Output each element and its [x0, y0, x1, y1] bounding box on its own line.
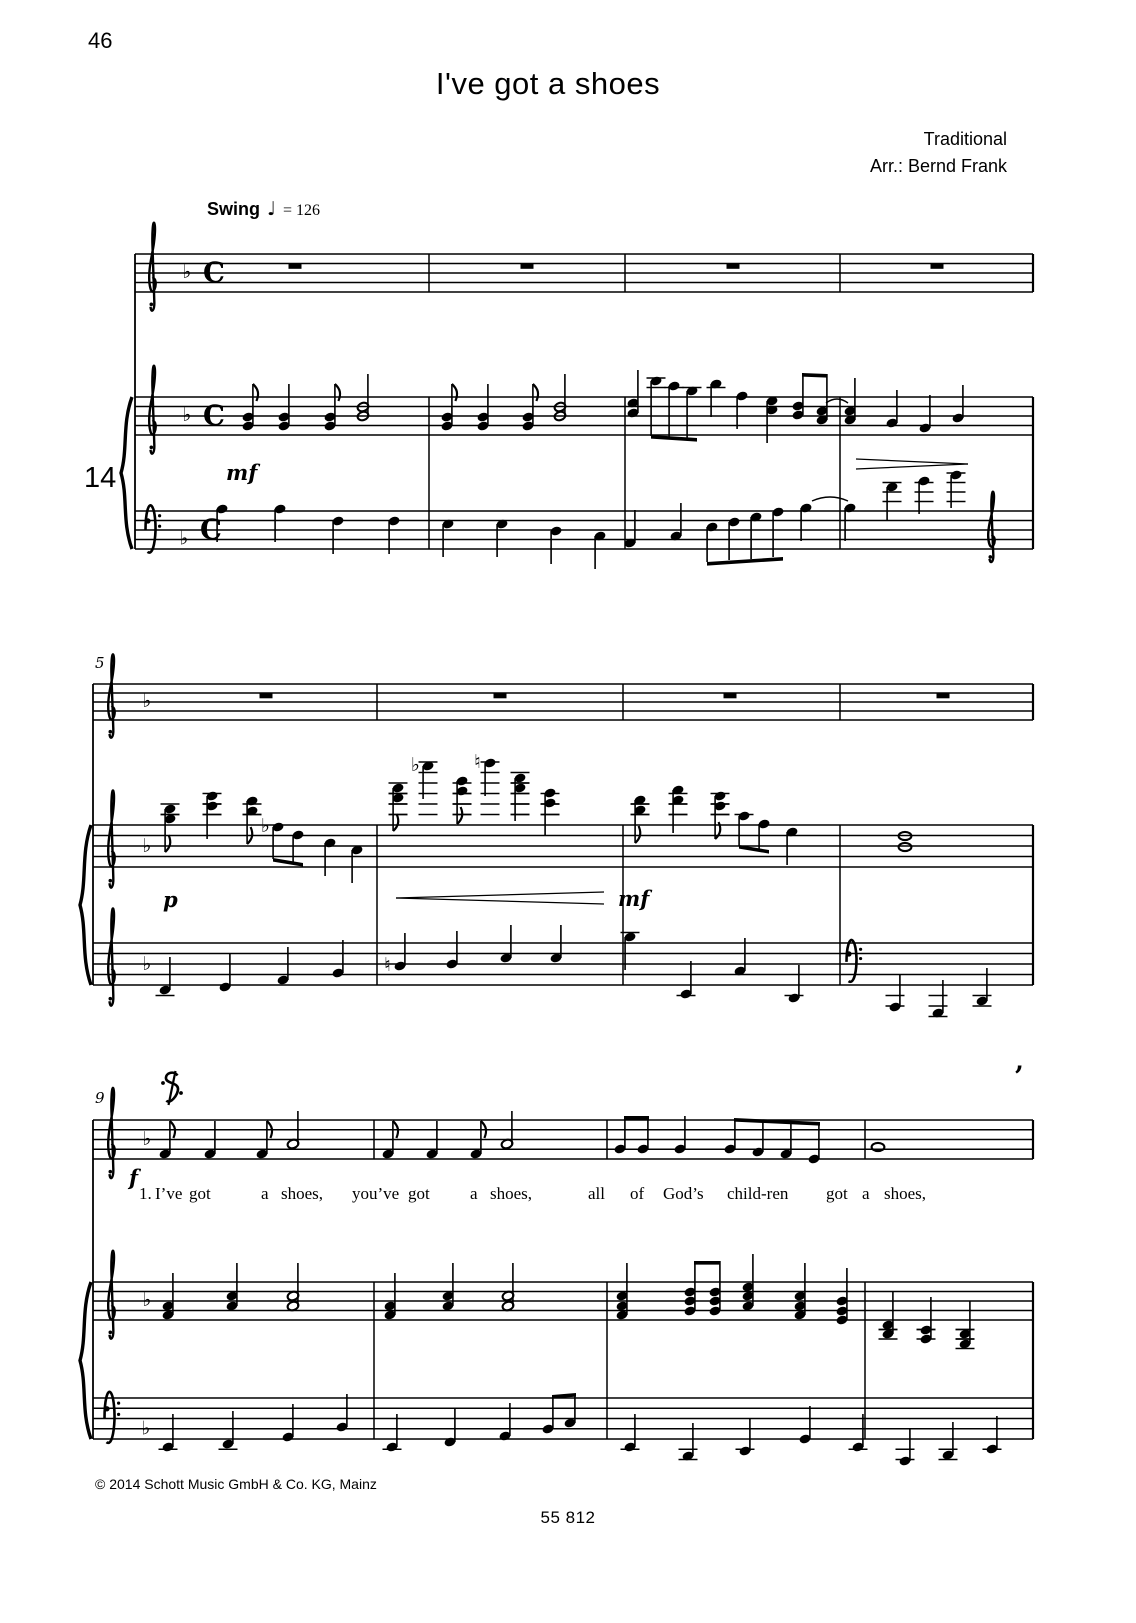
brace-icon	[80, 825, 91, 985]
treble-clef-icon	[108, 1088, 114, 1178]
whole-rest-icon	[724, 694, 737, 699]
vocal-staff-2	[93, 654, 1033, 737]
flat-icon: ♭	[179, 527, 189, 550]
lyric-syllable: you’ve	[352, 1184, 400, 1203]
svg-text:♮: ♮	[474, 751, 481, 773]
copyright-line: © 2014 Schott Music GmbH & Co. KG, Mainz	[95, 1476, 377, 1492]
whole-rest-icon	[521, 264, 534, 269]
lyric-syllable: a	[470, 1184, 478, 1203]
flat-icon: ♭	[182, 404, 192, 427]
plate-number: 55 812	[540, 1508, 596, 1527]
beam	[707, 557, 783, 566]
lyric-syllable: got	[408, 1184, 430, 1203]
svg-text:mf: mf	[226, 460, 258, 485]
flat-icon: ♭	[141, 1417, 151, 1440]
flat-icon: ♭	[182, 261, 192, 284]
lyric-syllable: God’s	[663, 1184, 704, 1203]
beam	[624, 1116, 649, 1120]
beam	[802, 373, 827, 378]
page-number: 46	[88, 28, 113, 53]
attribution-traditional: Traditional	[923, 129, 1007, 149]
lyric-syllable: child-ren	[727, 1184, 789, 1203]
piano-bass-1	[135, 469, 1033, 569]
treble-clef-icon	[108, 908, 114, 1005]
lyric-syllable: got	[826, 1184, 848, 1203]
beam	[734, 1118, 820, 1126]
bass-clef-icon	[105, 1392, 115, 1443]
treble-clef-icon	[108, 790, 114, 887]
treble-clef-icon	[149, 366, 155, 454]
lyric-syllable: 1.	[139, 1184, 152, 1203]
lyric-syllable: got	[189, 1184, 211, 1203]
lyric-syllable: all	[588, 1184, 605, 1203]
piano-upper-3	[93, 1251, 1033, 1350]
brace-icon	[80, 1282, 91, 1439]
lyric-syllable: shoes,	[490, 1184, 533, 1203]
beam	[273, 858, 303, 867]
whole-rest-icon	[931, 264, 944, 269]
whole-rest-icon	[260, 694, 273, 699]
treble-clef-icon	[108, 654, 114, 737]
piano-bass-3	[93, 1392, 1033, 1467]
attribution-arranger: Arr.: Bernd Frank	[869, 156, 1007, 176]
tie	[826, 399, 848, 403]
svg-text:♮: ♮	[384, 954, 391, 976]
tempo-word: Swing	[207, 199, 260, 219]
svg-text:♭: ♭	[261, 815, 270, 837]
svg-text:9: 9	[95, 1089, 105, 1107]
system-2	[80, 684, 1033, 985]
flat-icon: ♭	[142, 1289, 152, 1312]
piano-treble-1	[135, 366, 1033, 454]
svg-text:f: f	[129, 1165, 139, 1190]
svg-text:mf: mf	[618, 886, 650, 911]
svg-text:’: ’	[1014, 1060, 1024, 1093]
piece-title: I've got a shoes	[435, 66, 661, 101]
vocal-staff-1	[135, 223, 1033, 311]
vocal-staff-3	[93, 1088, 1033, 1178]
flat-icon: ♭	[142, 952, 152, 975]
beam	[651, 435, 697, 442]
svg-text:♭: ♭	[411, 754, 420, 776]
svg-text:14: 14	[84, 462, 117, 494]
lyric-syllable: a	[261, 1184, 269, 1203]
svg-text:p: p	[163, 887, 178, 912]
common-time-icon: C	[203, 257, 225, 289]
treble-clef-icon	[149, 223, 155, 311]
lyric-syllable: shoes,	[884, 1184, 927, 1203]
tempo-value: = 126	[282, 202, 320, 219]
flat-icon: ♭	[142, 689, 152, 712]
lyric-syllable: shoes,	[281, 1184, 324, 1203]
brace-icon	[121, 397, 132, 549]
tie	[812, 497, 848, 501]
system-3	[80, 1120, 1033, 1439]
flat-icon: ♭	[142, 1127, 152, 1150]
quarter-note-icon: ♩	[267, 198, 276, 220]
lyric-syllable: I’ve	[155, 1184, 183, 1203]
lyric-syllable: of	[630, 1184, 645, 1203]
whole-rest-icon	[937, 694, 950, 699]
piano-lower-2	[93, 908, 1033, 1018]
treble-clef-icon	[108, 1251, 114, 1339]
beam	[694, 1261, 720, 1265]
whole-rest-icon	[494, 694, 507, 699]
svg-text:5: 5	[95, 654, 105, 672]
segno-icon	[161, 1071, 183, 1105]
common-time-icon: C	[200, 514, 222, 546]
piano-upper-2	[93, 751, 1033, 888]
flat-icon: ♭	[142, 834, 152, 857]
whole-rest-icon	[289, 264, 302, 269]
notehead	[899, 843, 912, 851]
bass-clef-icon	[847, 940, 857, 982]
whole-rest-icon	[727, 264, 740, 269]
treble-clef-icon	[988, 492, 994, 562]
common-time-icon: C	[203, 400, 225, 432]
bass-clef-icon	[146, 505, 156, 552]
lyric-syllable: a	[862, 1184, 870, 1203]
